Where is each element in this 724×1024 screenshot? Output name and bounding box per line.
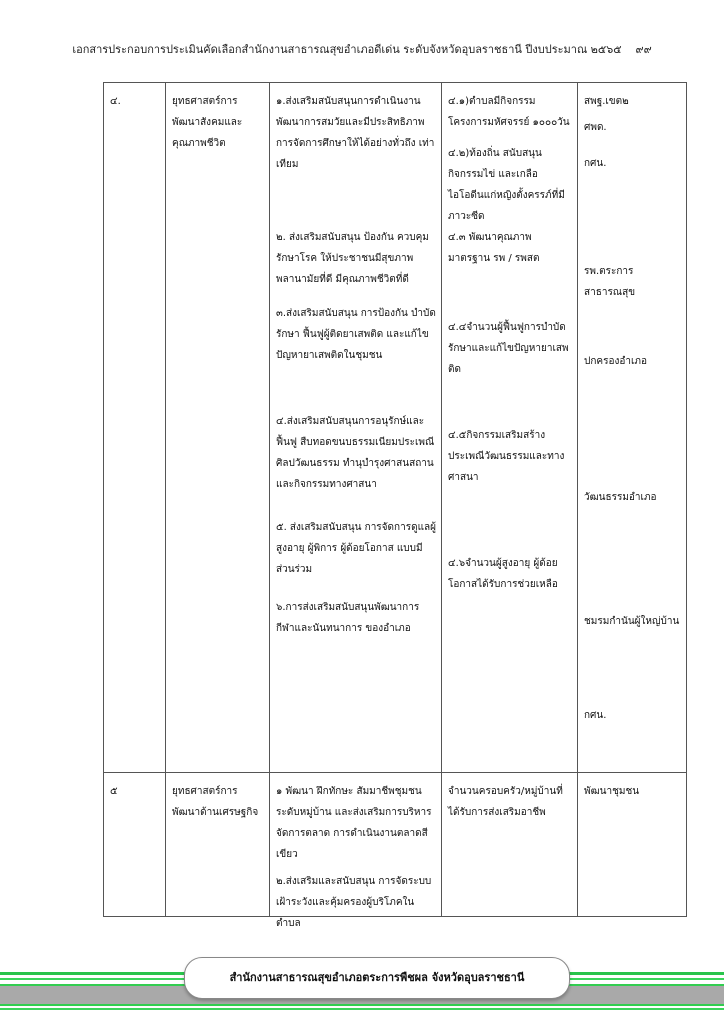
measure-item: ๒. ส่งเสริมสนับสนุน ป้องกัน ควบคุมรักษาโรค ให้ประชาชนมีสุขภาพพลานามัยที่ดี มีคุณภาพชีวิตที่ดี <box>276 232 429 285</box>
strategy-name: ยุทธศาสตร์การพัฒนาสังคมและคุณภาพชีวิต <box>166 83 270 773</box>
agency-item: กศน. <box>584 710 607 721</box>
agency-item: กศน. <box>584 158 607 169</box>
indicators-cell <box>442 773 578 917</box>
measure-item: ๖.การส่งเสริมสนับสนุนพัฒนาการกีฬาและนันทนาการ ของอำเภอ <box>276 602 420 634</box>
row-number: ๔. <box>104 83 166 773</box>
agency-item: สพฐ.เขต๒ <box>584 96 629 107</box>
row-number: ๕ <box>104 773 166 917</box>
agency-item: ปกครองอำเภอ <box>584 356 647 367</box>
indicator-item: ๔.๑)ตำบลมีกิจกรรม โครงการมหัศจรรย์ ๑๐๐๐วัน <box>448 96 570 128</box>
indicator-item: ๔.๔จำนวนผู้ฟื้นฟูการบำบัดรักษาและแก้ไขปัญหายาเสพติด <box>448 322 569 375</box>
measure-item: ๒.ส่งเสริมและสนับสนุน การจัดระบบเฝ้าระวังและคุ้มครองผู้บริโภคในตำบล <box>276 876 432 929</box>
agency-item: ชมรมกำนันผู้ใหญ่บ้าน <box>584 616 680 627</box>
page-number: ๙๙ <box>635 43 652 56</box>
table-row <box>104 773 687 917</box>
table-row <box>104 83 687 773</box>
indicator-item: ๔.๓ พัฒนาคุณภาพมาตรฐาน รพ / รพสต <box>448 232 540 264</box>
indicator-item: ๔.๖จำนวนผู้สูงอายุ ผู้ด้อยโอกาสได้รับการช่วยเหลือ <box>448 558 558 590</box>
indicators-cell <box>442 83 578 773</box>
agencies-cell <box>578 773 687 917</box>
footer-stripe <box>0 1008 724 1010</box>
measure-item: ๑ พัฒนา ฝึกทักษะ สัมมาชีพชุมชนระดับหมู่บ้าน และส่งเสริมการบริหารจัดการตลาด การดำเนินงานตลาดสีเขียว <box>276 786 432 860</box>
indicator-item: จำนวนครอบครัว/หมู่บ้านที่ได้รับการส่งเสริมอาชีพ <box>448 786 563 818</box>
measures-cell <box>270 83 442 773</box>
measure-item: ๕. ส่งเสริมสนับสนุน การจัดการดูแลผู้สูงอายุ ผู้พิการ ผู้ด้อยโอกาส แบบมีส่วนร่วม <box>276 522 436 575</box>
document-title: เอกสารประกอบการประเมินคัดเลือกสำนักงานสาธารณสุขอำเภอดีเด่น ระดับจังหวัดอุบลราชธานี ปีงบประมาณ ๒๕๖๕ <box>72 43 622 56</box>
indicator-item: ๔.๕กิจกรรมเสริมสร้างประเพณีวัฒนธรรมและทางศาสนา <box>448 430 565 483</box>
measure-item: ๑.ส่งเสริมสนับสนุนการดำเนินงานพัฒนาการสมวัยและมีประสิทธิภาพการจัดการศึกษาให้ได้อย่างทั่วถึง เท่าเทียม <box>276 96 435 170</box>
agencies-cell <box>578 83 687 773</box>
agency-item: วัฒนธรรมอำเภอ <box>584 492 657 503</box>
footer-office-name: สำนักงานสาธารณสุขอำเภอตระการพืชผล จังหวัดอุบลราชธานี <box>229 971 525 984</box>
measure-item: ๓.ส่งเสริมสนับสนุน การป้องกัน บำบัดรักษา ฟื้นฟูผู้ติดยาเสพติด และแก้ไขปัญหายาเสพติดในชุมชน <box>276 308 436 361</box>
strategy-name: ยุทธศาสตร์การพัฒนาด้านเศรษฐกิจ <box>166 773 270 917</box>
strategy-table <box>103 82 687 929</box>
agency-item: พัฒนาชุมชน <box>584 786 640 797</box>
measures-cell <box>270 773 442 929</box>
page-header <box>0 40 724 58</box>
agency-item: ศพด. <box>584 122 607 133</box>
measure-item: ๔.ส่งเสริมสนับสนุนการอนุรักษ์และฟื้นฟู สืบทอดขนบธรรมเนียมประเพณีศิลปวัฒนธรรม ทำนุบำรุงศาสนสถานและกิจกรรมทางศาสนา <box>276 416 435 490</box>
agency-item: รพ.ตระการสาธารณสุข <box>584 266 636 298</box>
footer-office-label <box>184 957 570 999</box>
indicator-item: ๔.๒)ท้องถิ่น สนับสนุนกิจกรรมไข่ และเกลือไอโอดีนแก่หญิงตั้งครรภ์ที่มีภาวะซีด <box>448 148 565 222</box>
